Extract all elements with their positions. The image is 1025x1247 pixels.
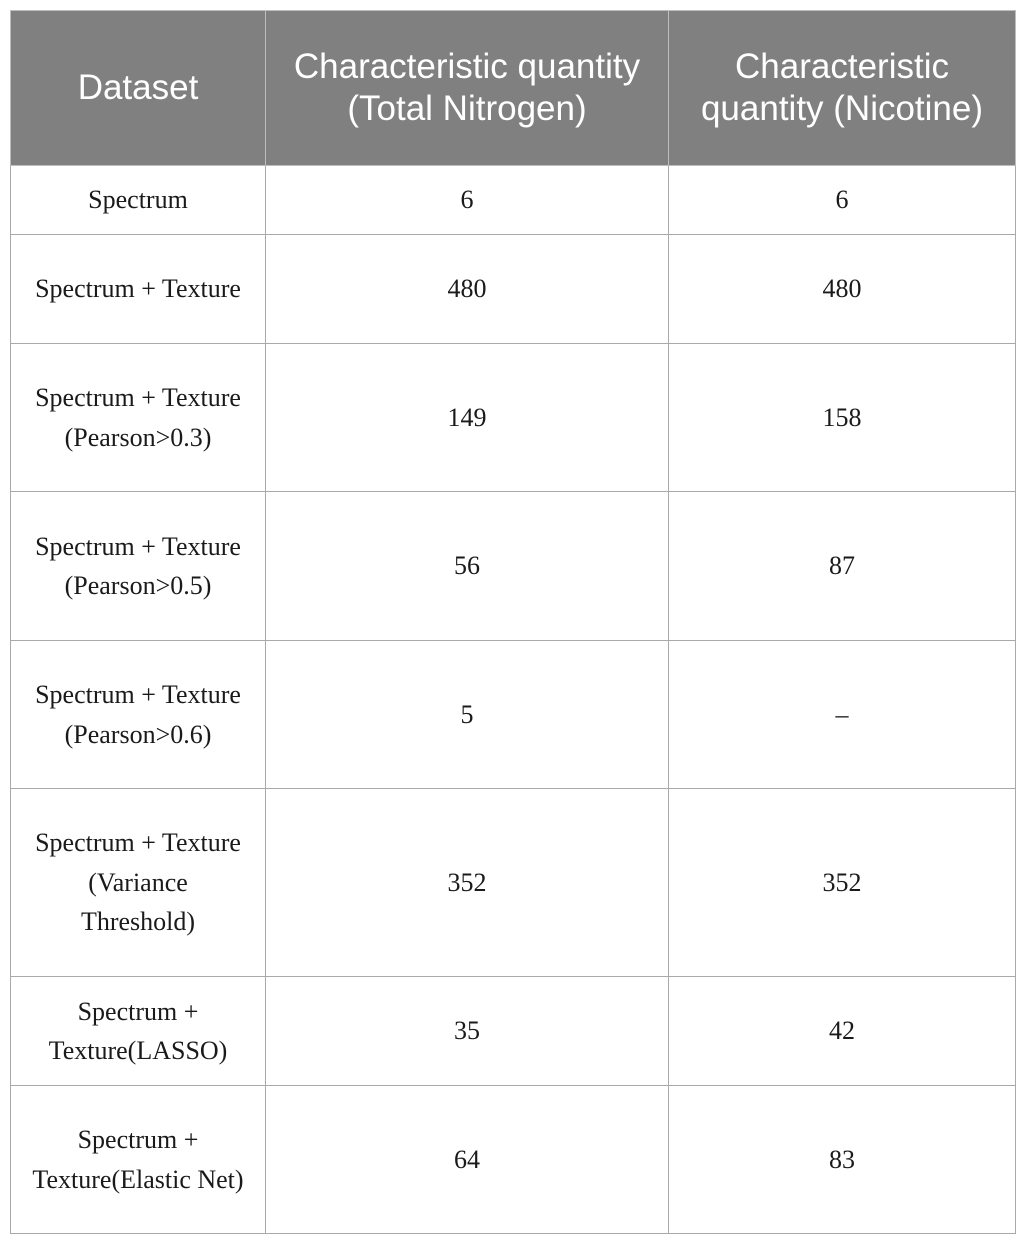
total-nitrogen-cell: 480 (266, 235, 669, 344)
dataset-cell: Spectrum + Texture(Elastic Net) (11, 1086, 266, 1234)
header-nicotine: Characteristic quantity (Nicotine) (669, 11, 1016, 166)
data-table (10, 10, 1016, 1234)
nicotine-cell: 83 (669, 1086, 1016, 1234)
dataset-cell: Spectrum (11, 166, 266, 235)
dataset-cell: Spectrum + Texture (Pearson>0.3) (11, 344, 266, 492)
table-header (11, 11, 1016, 166)
nicotine-cell: 158 (669, 344, 1016, 492)
table-row (11, 977, 1016, 1086)
header-dataset: Dataset (11, 11, 266, 166)
nicotine-cell: – (669, 641, 1016, 789)
table-row (11, 235, 1016, 344)
header-row (11, 11, 1016, 166)
total-nitrogen-cell: 352 (266, 789, 669, 977)
dataset-cell: Spectrum + Texture (11, 235, 266, 344)
dataset-cell: Spectrum + Texture(LASSO) (11, 977, 266, 1086)
total-nitrogen-cell: 5 (266, 641, 669, 789)
nicotine-cell: 42 (669, 977, 1016, 1086)
total-nitrogen-cell: 56 (266, 492, 669, 641)
header-total-nitrogen: Characteristic quantity (Total Nitrogen) (266, 11, 669, 166)
table-row (11, 641, 1016, 789)
table-row (11, 166, 1016, 235)
table-row (11, 1086, 1016, 1234)
table-row (11, 492, 1016, 641)
total-nitrogen-cell: 6 (266, 166, 669, 235)
total-nitrogen-cell: 64 (266, 1086, 669, 1234)
table-body (11, 166, 1016, 1234)
nicotine-cell: 87 (669, 492, 1016, 641)
nicotine-cell: 6 (669, 166, 1016, 235)
nicotine-cell: 352 (669, 789, 1016, 977)
dataset-cell: Spectrum + Texture (Variance Threshold) (11, 789, 266, 977)
dataset-cell: Spectrum + Texture (Pearson>0.5) (11, 492, 266, 641)
total-nitrogen-cell: 35 (266, 977, 669, 1086)
nicotine-cell: 480 (669, 235, 1016, 344)
table-row (11, 344, 1016, 492)
dataset-cell: Spectrum + Texture (Pearson>0.6) (11, 641, 266, 789)
table-row (11, 789, 1016, 977)
total-nitrogen-cell: 149 (266, 344, 669, 492)
